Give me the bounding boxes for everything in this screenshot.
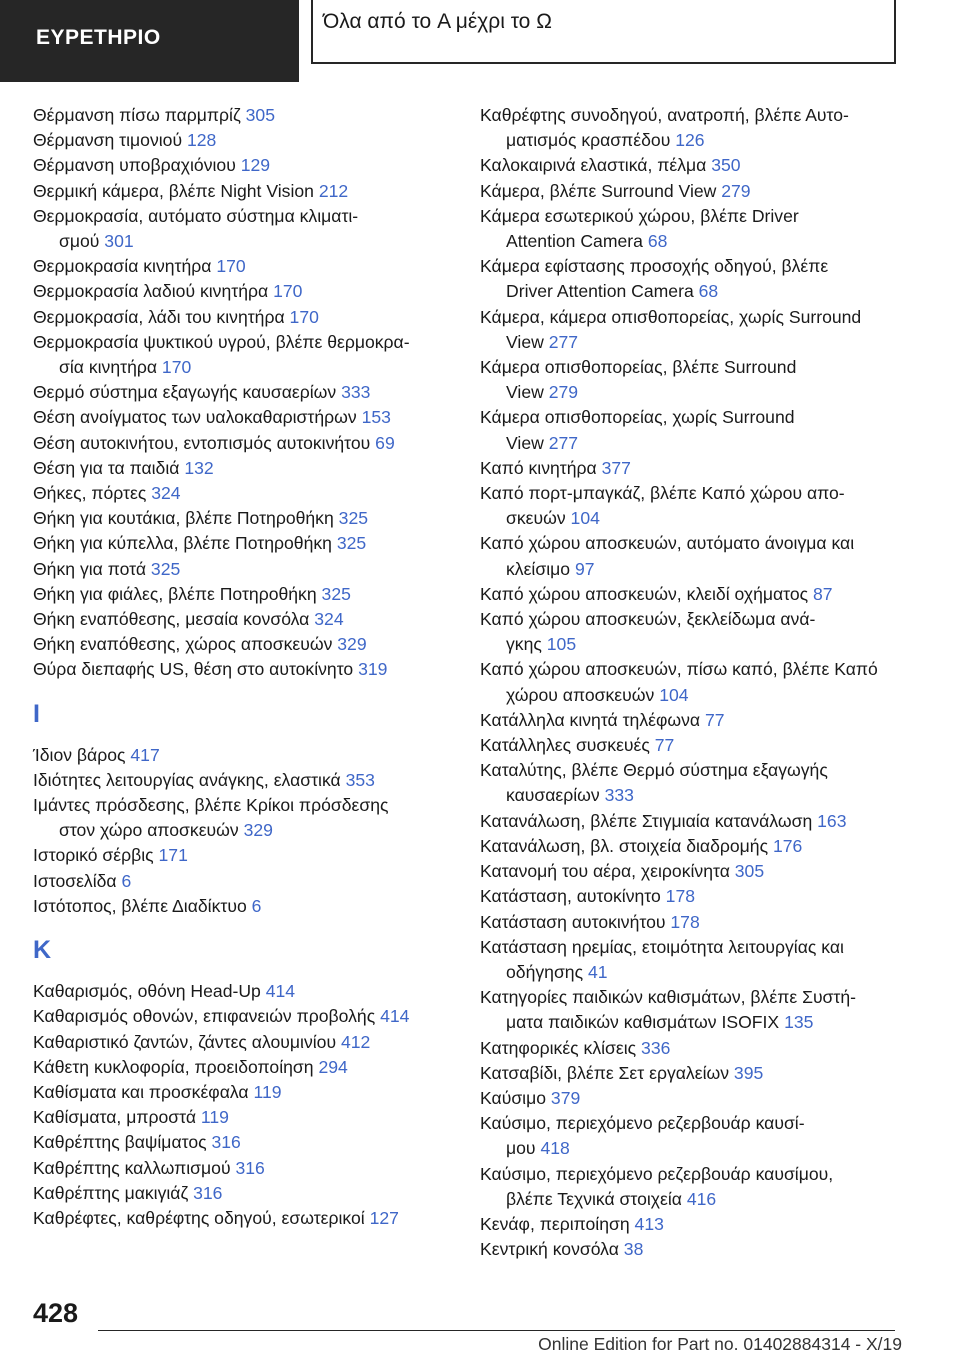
page-reference-link[interactable]: 377 — [601, 457, 631, 478]
entry-text: Θέση για τα παιδιά — [33, 457, 180, 478]
page-reference-link[interactable]: 333 — [341, 382, 371, 403]
entry-text: Ίδιον βάρος — [33, 744, 126, 765]
index-entry — [480, 758, 900, 808]
entry-group-iota — [33, 743, 473, 919]
page-reference-link[interactable]: 128 — [186, 130, 217, 151]
index-entry — [480, 254, 900, 304]
page-reference-link[interactable]: 97 — [574, 558, 595, 579]
page-reference-link[interactable]: 329 — [243, 820, 273, 841]
index-entry — [33, 305, 473, 330]
index-entry — [480, 153, 900, 178]
page-reference-link[interactable]: 417 — [130, 744, 160, 765]
entry-text: Θέρμανση πίσω παρμπρίζ — [33, 105, 241, 125]
page-reference-link[interactable]: 132 — [184, 457, 214, 478]
page-reference-link[interactable]: 6 — [251, 895, 262, 916]
entry-text: ματα παιδικών καθισμάτων ISOFIX — [506, 1012, 780, 1033]
page-number: 428 — [33, 1298, 79, 1328]
page-reference-link[interactable]: 353 — [345, 769, 375, 790]
page-reference-link[interactable]: 170 — [216, 256, 246, 277]
entry-text: View — [506, 432, 544, 453]
entry-text: Καπό χώρου αποσκευών, κλειδί οχήματος — [480, 583, 809, 604]
footer-divider — [98, 1330, 895, 1331]
entry-text: Θέση ανοίγματος των υαλοκαθαριστήρων — [33, 407, 357, 428]
page-reference-link[interactable]: 414 — [380, 1006, 410, 1027]
entry-text: Θέρμανση υποβραχιόνιου — [33, 155, 236, 176]
page-reference-link[interactable]: 412 — [340, 1031, 371, 1052]
index-entry — [480, 884, 900, 909]
entry-text: οδήγησης — [506, 961, 584, 982]
entry-text: Καπό χώρου αποσκευών, ξεκλείδωμα ανά‐ — [480, 609, 816, 630]
entry-text: μου — [506, 1138, 536, 1159]
entry-text: Κατάσταση ηρεμίας, ετοιμότητα λειτουργίας και — [480, 936, 844, 957]
index-entry — [33, 843, 473, 868]
index-entry — [480, 1061, 900, 1086]
page-reference-link[interactable]: 277 — [548, 331, 579, 352]
entry-text: Θήκη για κύπελλα, βλέπε Ποτηροθήκη — [33, 533, 332, 554]
index-entry — [33, 557, 473, 582]
entry-text: σμού — [59, 231, 100, 252]
entry-text: Κάμερα εφίστασης προσοχής οδηγού, βλέπε — [480, 256, 829, 277]
page-reference-link[interactable]: 325 — [321, 583, 351, 604]
page-reference-link[interactable]: 170 — [273, 281, 303, 302]
section-tab — [0, 0, 299, 82]
page-reference-link[interactable]: 325 — [336, 533, 367, 554]
entry-text: Θήκη για φιάλες, βλέπε Ποτηροθήκη — [33, 583, 317, 604]
entry-text: Θερμοκρασία ψυκτικού υγρού, βλέπε θερμοκρα‐ — [33, 331, 410, 352]
edition-note: Online Edition for Part no. 01402884314 - X/19 — [538, 1334, 902, 1354]
entry-text: Καθαριστικό ζαντών, ζάντες αλουμινίου — [33, 1031, 337, 1052]
index-entry — [33, 380, 473, 405]
index-entry — [33, 1206, 473, 1231]
page-reference-link[interactable]: 178 — [665, 886, 696, 907]
index-entry — [33, 153, 473, 178]
entry-text: Κάμερα, βλέπε Surround View — [480, 180, 717, 201]
entry-text: Κατανάλωση, βλέπε Στιγμιαία κατανάλωση — [480, 810, 813, 831]
letter-heading-k: Κ — [33, 936, 52, 965]
index-entry — [480, 859, 900, 884]
entry-text: Θύρα διεπαφής US, θέση στο αυτοκίνητο — [33, 659, 354, 680]
entry-text: βλέπε Τεχνικά στοιχεία — [506, 1188, 682, 1209]
entry-text: Θερμοκρασία λαδιού κινητήρα — [33, 281, 269, 302]
entry-text: View — [506, 331, 544, 352]
entry-text: Καπό πορτ-μπαγκάζ, βλέπε Καπό χώρου απο‐ — [480, 483, 845, 504]
page-reference-link[interactable]: 153 — [361, 407, 391, 428]
index-entry — [33, 582, 473, 607]
page-reference-link[interactable]: 104 — [659, 684, 689, 705]
entry-text: View — [506, 382, 544, 403]
entry-text: Κάμερα οπισθοπορείας, βλέπε Surround — [480, 357, 797, 378]
index-entry — [33, 793, 473, 843]
entry-group-kappa — [33, 979, 473, 1231]
entry-text: Καπό χώρου αποσκευών, πίσω καπό, βλέπε Καπό — [480, 659, 878, 680]
entry-text: Θερμική κάμερα, βλέπε Night Vision — [33, 180, 314, 201]
entry-text: Ιμάντες πρόσδεσης, βλέπε Κρίκοι πρόσδεσης — [33, 795, 389, 816]
page-reference-link[interactable]: 127 — [369, 1207, 399, 1228]
page-reference-link[interactable]: 279 — [548, 382, 579, 403]
page-reference-link[interactable]: 416 — [686, 1188, 717, 1209]
index-entry — [480, 305, 900, 355]
index-entry — [480, 910, 900, 935]
index-entry — [33, 456, 473, 481]
page-reference-link[interactable]: 69 — [375, 432, 395, 453]
page-reference-link[interactable]: 129 — [240, 155, 271, 176]
entry-text: καυσαερίων — [506, 785, 600, 806]
index-entry — [33, 1004, 473, 1029]
entry-text: Κατάλληλες συσκευές — [480, 735, 650, 756]
index-entry — [33, 1030, 473, 1055]
index-entry — [33, 431, 473, 456]
index-entry — [33, 632, 473, 657]
index-entry — [33, 481, 473, 506]
index-entry — [480, 657, 900, 707]
entry-text: Καύσιμο — [480, 1087, 547, 1108]
entry-text: Θήκη εναπόθεσης, μεσαία κονσόλα — [33, 609, 310, 630]
entry-text: Κάμερα εσωτερικού χώρου, βλέπε Driver — [480, 205, 799, 226]
entry-text: Κατσαβίδι, βλέπε Σετ εργαλείων — [480, 1062, 730, 1083]
index-entry — [33, 894, 473, 919]
entry-text: γκης — [506, 634, 542, 655]
index-entry — [33, 1156, 473, 1181]
entry-text: Attention Camera — [506, 231, 643, 252]
page-reference-link[interactable]: 316 — [235, 1157, 265, 1178]
entry-text: Καταλύτης, βλέπε Θερμό σύστημα εξαγωγής — [480, 760, 828, 781]
entry-text: Καθαρισμός οθονών, επιφανειών προβολής — [33, 1006, 376, 1027]
index-entry — [480, 204, 900, 254]
entry-text: Θήκη για ποτά — [33, 558, 147, 579]
page-reference-link[interactable]: 176 — [772, 835, 803, 856]
page-reference-link[interactable]: 305 — [245, 105, 275, 125]
entry-text: Κενάφ, περιποίηση — [480, 1213, 630, 1234]
index-entry — [480, 355, 900, 405]
index-entry — [480, 179, 900, 204]
index-column-right — [480, 103, 900, 1262]
entry-text: ματισμός κρασπέδου — [506, 130, 671, 151]
index-entry — [33, 979, 473, 1004]
index-entry — [33, 531, 473, 556]
entry-text: Θήκη εναπόθεσης, χώρος αποσκευών — [33, 634, 333, 655]
entry-text: Ιστορικό σέρβις — [33, 845, 154, 866]
index-entry — [33, 254, 473, 279]
page-reference-link[interactable]: 170 — [161, 357, 192, 378]
entry-text: Κάθετη κυκλοφορία, προειδοποίηση — [33, 1056, 314, 1077]
entry-group-kappa-cont — [480, 103, 900, 1262]
index-entry — [480, 582, 900, 607]
index-entry — [480, 1036, 900, 1061]
page-reference-link[interactable]: 379 — [550, 1087, 581, 1108]
letter-heading-i: Ι — [33, 699, 40, 728]
entry-text: Θέρμανση τιμονιού — [33, 130, 183, 151]
page-reference-link[interactable]: 279 — [721, 180, 751, 201]
entry-text: Κατάλληλα κινητά τηλέφωνα — [480, 709, 701, 730]
entry-text: Καλοκαιρινά ελαστικά, πέλμα — [480, 155, 707, 176]
index-entry — [33, 869, 473, 894]
entry-text: Ιστοσελίδα — [33, 870, 117, 891]
entry-text: Καθρέφτης συνοδηγού, ανατροπή, βλέπε Αυτο‐ — [480, 105, 849, 125]
index-entry — [33, 1130, 473, 1155]
entry-text: Καθρέφτες, καθρέφτης οδηγού, εσωτερικοί — [33, 1207, 365, 1228]
page-reference-link[interactable]: 325 — [150, 558, 181, 579]
page-reference-link[interactable]: 325 — [338, 508, 369, 529]
index-entry — [480, 531, 900, 581]
page-reference-link[interactable]: 6 — [121, 870, 132, 891]
page-reference-link[interactable]: 319 — [358, 659, 388, 680]
page-reference-link[interactable]: 77 — [654, 735, 675, 756]
entry-text: Κατηφορικές κλίσεις — [480, 1037, 637, 1058]
entry-text: Καθρέπτης βαψίματος — [33, 1132, 207, 1153]
entry-text: Καύσιμο, περιεχόμενο ρεζερβουάρ καυσί‐ — [480, 1113, 805, 1134]
index-entry — [480, 405, 900, 455]
index-entry — [480, 607, 900, 657]
entry-text: Καθίσματα και προσκέφαλα — [33, 1081, 249, 1102]
entry-text: Driver Attention Camera — [506, 281, 694, 302]
index-entry — [480, 708, 900, 733]
index-entry — [33, 330, 473, 380]
page-reference-link[interactable]: 324 — [151, 483, 181, 504]
page-reference-link[interactable]: 171 — [158, 845, 188, 866]
page-reference-link[interactable]: 414 — [265, 981, 296, 1002]
entry-text: χώρου αποσκευών — [506, 684, 655, 705]
index-entry — [480, 985, 900, 1035]
page-reference-link[interactable]: 418 — [540, 1138, 570, 1159]
entry-text: Θέση αυτοκινήτου, εντοπισμός αυτοκινήτου — [33, 432, 371, 453]
index-entry — [33, 405, 473, 430]
entry-text: Κατηγορίες παιδικών καθισμάτων, βλέπε Συστή‐ — [480, 987, 857, 1008]
entry-text: σκευών — [506, 508, 566, 529]
entry-text: Καθίσματα, μπροστά — [33, 1107, 196, 1128]
entry-text: Καθαρισμός, οθόνη Head-Up — [33, 981, 261, 1002]
entry-group-theta — [33, 103, 473, 683]
page-reference-link[interactable]: 87 — [813, 583, 833, 604]
entry-text: Καθρέπτης μακιγιάζ — [33, 1182, 189, 1203]
entry-text: σία κινητήρα — [59, 357, 158, 378]
index-entry — [33, 657, 473, 682]
entry-text: Ιστότοπος, βλέπε Διαδίκτυο — [33, 895, 247, 916]
page-reference-link[interactable]: 105 — [546, 634, 577, 655]
entry-text: Ιδιότητες λειτουργίας ανάγκης, ελαστικά — [33, 769, 341, 790]
index-entry — [480, 481, 900, 531]
page-reference-link[interactable]: 163 — [817, 810, 847, 831]
page-reference-link[interactable]: 395 — [733, 1062, 764, 1083]
index-entry — [33, 279, 473, 304]
entry-text: Θερμοκρασία, λάδι του κινητήρα — [33, 306, 285, 327]
page-reference-link[interactable]: 135 — [784, 1012, 814, 1033]
page-reference-link[interactable]: 170 — [289, 306, 319, 327]
index-entry — [33, 103, 473, 128]
entry-text: Θερμό σύστημα εξαγωγής καυσαερίων — [33, 382, 337, 403]
index-entry — [480, 1111, 900, 1161]
index-entry — [480, 733, 900, 758]
index-entry — [480, 1162, 900, 1212]
index-entry — [33, 128, 473, 153]
index-entry — [480, 103, 900, 153]
index-entry — [480, 1237, 900, 1262]
section-title: ΕΥΡΕΤΗΡΙΟ — [36, 26, 161, 49]
index-entry — [480, 935, 900, 985]
entry-text: Κατάσταση, αυτοκίνητο — [480, 886, 661, 907]
entry-text: Θήκη για κουτάκια, βλέπε Ποτηροθήκη — [33, 508, 334, 529]
page-reference-link[interactable]: 301 — [104, 231, 134, 252]
index-entry — [33, 1105, 473, 1130]
page-reference-link[interactable]: 77 — [704, 709, 725, 730]
page-reference-link[interactable]: 350 — [711, 155, 741, 176]
index-entry — [33, 1080, 473, 1105]
index-entry — [33, 506, 473, 531]
index-entry — [33, 204, 473, 254]
index-entry — [33, 768, 473, 793]
page-reference-link[interactable]: 68 — [647, 231, 668, 252]
entry-text: Θερμοκρασία, αυτόματο σύστημα κλιματι‐ — [33, 205, 359, 226]
page-reference-link[interactable]: 212 — [318, 180, 349, 201]
index-entry — [480, 1086, 900, 1111]
entry-text: Καπό κινητήρα — [480, 457, 597, 478]
page-reference-link[interactable]: 333 — [604, 785, 634, 806]
page-reference-link[interactable]: 329 — [337, 634, 367, 655]
index-entry — [33, 607, 473, 632]
page-reference-link[interactable]: 294 — [318, 1056, 348, 1077]
entry-text: στον χώρο αποσκευών — [59, 820, 239, 841]
index-entry — [480, 834, 900, 859]
page-reference-link[interactable]: 68 — [698, 281, 719, 302]
page-reference-link[interactable]: 119 — [253, 1081, 282, 1102]
entry-text: Κάμερα οπισθοπορείας, χωρίς Surround — [480, 407, 795, 428]
entry-text: Καύσιμο, περιεχόμενο ρεζερβουάρ καυσίμου, — [480, 1163, 834, 1184]
index-entry — [33, 1055, 473, 1080]
entry-text: Κατάσταση αυτοκινήτου — [480, 911, 666, 932]
page-reference-link[interactable]: 316 — [211, 1132, 241, 1153]
page-reference-link[interactable]: 126 — [675, 130, 705, 151]
page-reference-link[interactable]: 178 — [670, 911, 700, 932]
entry-text: κλείσιμο — [506, 558, 571, 579]
entry-text: Κεντρική κονσόλα — [480, 1239, 619, 1260]
page-reference-link[interactable]: 336 — [641, 1037, 671, 1058]
index-entry — [480, 809, 900, 834]
entry-text: Κάμερα, κάμερα οπισθοπορείας, χωρίς Surround — [480, 306, 862, 327]
page-reference-link[interactable]: 119 — [200, 1107, 229, 1128]
entry-text: Θερμοκρασία κινητήρα — [33, 256, 212, 277]
section-subtitle-box — [311, 0, 896, 64]
index-entry — [33, 743, 473, 768]
page-header — [0, 0, 960, 64]
index-entry — [33, 179, 473, 204]
index-entry — [480, 1212, 900, 1237]
entry-text: Θήκες, πόρτες — [33, 483, 147, 504]
index-entry — [33, 1181, 473, 1206]
page-reference-link[interactable]: 41 — [587, 961, 608, 982]
page-reference-link[interactable]: 316 — [193, 1182, 223, 1203]
page-reference-link[interactable]: 305 — [734, 861, 765, 882]
page-reference-link[interactable]: 324 — [314, 609, 344, 630]
page-reference-link[interactable]: 413 — [634, 1213, 664, 1234]
page-reference-link[interactable]: 38 — [623, 1239, 644, 1260]
section-subtitle: Όλα από το A μέχρι το Ω — [323, 10, 552, 33]
index-column-left — [33, 103, 473, 1231]
index-entry — [480, 456, 900, 481]
page-reference-link[interactable]: 104 — [570, 508, 600, 529]
entry-text: Κατανομή του αέρα, χειροκίνητα — [480, 861, 730, 882]
entry-text: Καθρέπτης καλλωπισμού — [33, 1157, 231, 1178]
entry-text: Καπό χώρου αποσκευών, αυτόματο άνοιγμα και — [480, 533, 855, 554]
page-reference-link[interactable]: 277 — [548, 432, 579, 453]
entry-text: Κατανάλωση, βλ. στοιχεία διαδρομής — [480, 835, 769, 856]
